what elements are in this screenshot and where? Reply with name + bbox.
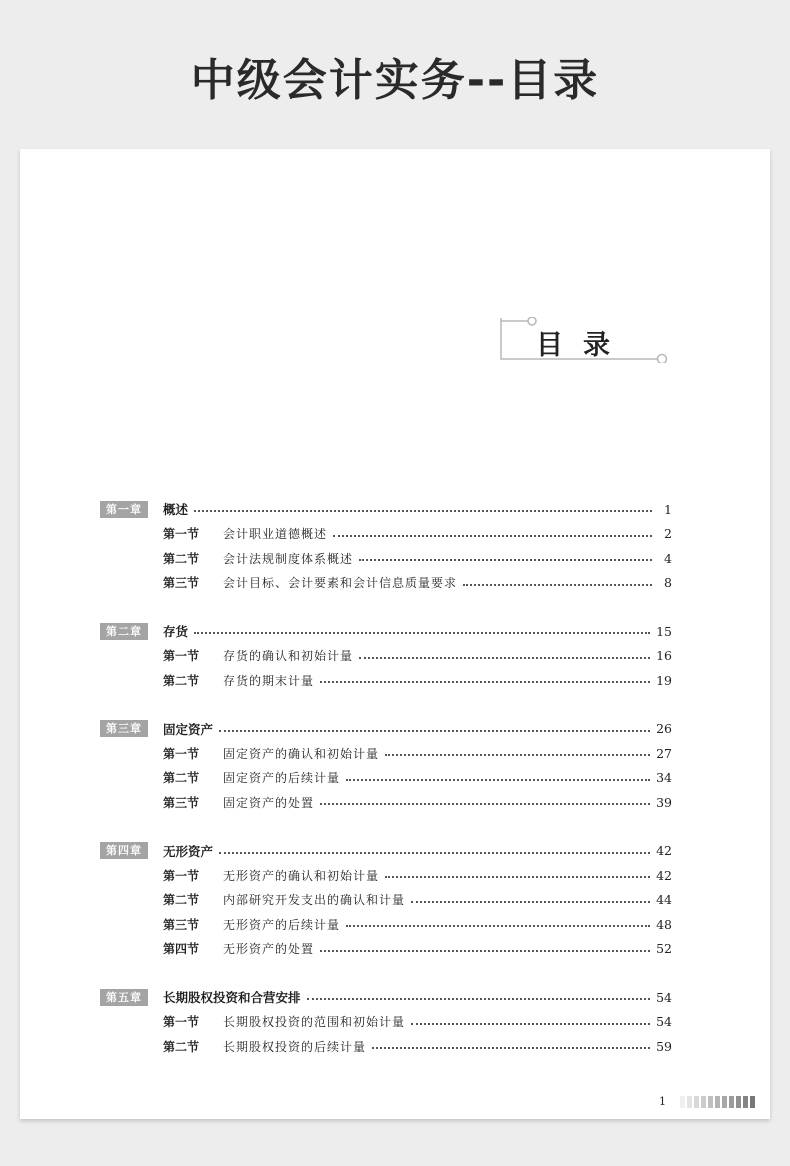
section-page-number: 44: [656, 892, 672, 908]
section-number: 第二节: [163, 771, 200, 786]
section-page-number: 2: [664, 526, 672, 542]
chapter-page-number: 26: [656, 721, 672, 737]
dot-leader: [359, 657, 650, 659]
section-number: 第一节: [163, 527, 200, 542]
chapter-row[interactable]: [100, 717, 672, 742]
dot-leader: [194, 632, 650, 634]
section-row[interactable]: [100, 668, 672, 693]
section-page-number: 27: [656, 745, 672, 761]
section-number: 第二节: [163, 551, 200, 566]
decoration-block: [743, 1096, 748, 1108]
section-page-number: 48: [656, 916, 672, 932]
section-title: 固定资产的后续计量: [223, 771, 341, 786]
toc-chapter: [100, 717, 672, 815]
chapter-title: 存货: [163, 624, 189, 640]
chapter-badge: 第二章: [100, 623, 148, 640]
section-number: 第四节: [163, 942, 200, 957]
dot-leader: [385, 876, 650, 878]
section-number: 第一节: [163, 868, 200, 883]
section-number: 第一节: [163, 746, 200, 761]
section-row[interactable]: [100, 571, 672, 596]
section-page-number: 34: [656, 770, 672, 786]
section-title: 固定资产的处置: [223, 795, 315, 810]
toc-chapter: [100, 497, 672, 595]
document-page: [20, 149, 770, 1119]
dot-leader: [320, 950, 650, 952]
decoration-block: [715, 1096, 720, 1108]
toc-heading-box: [498, 317, 668, 361]
chapter-badge: 第三章: [100, 720, 148, 737]
page-decoration-bar: [680, 1096, 755, 1108]
decoration-block: [736, 1096, 741, 1108]
section-row[interactable]: [100, 522, 672, 547]
chapter-row[interactable]: [100, 619, 672, 644]
section-number: 第三节: [163, 917, 200, 932]
section-row[interactable]: [100, 863, 672, 888]
decoration-block: [750, 1096, 755, 1108]
toc-chapter: [100, 985, 672, 1059]
section-title: 长期股权投资的范围和初始计量: [223, 1015, 406, 1030]
section-row[interactable]: [100, 937, 672, 962]
chapter-title: 概述: [163, 502, 189, 518]
chapter-page-number: 42: [656, 843, 672, 859]
dot-leader: [359, 559, 652, 561]
dot-leader: [346, 779, 650, 781]
decoration-block: [701, 1096, 706, 1108]
section-row[interactable]: [100, 644, 672, 669]
chapter-title: 长期股权投资和合营安排: [163, 990, 301, 1006]
section-title: 会计职业道德概述: [223, 527, 328, 542]
chapter-badge: 第五章: [100, 989, 148, 1006]
table-of-contents: [100, 497, 672, 1083]
dot-leader: [320, 681, 650, 683]
toc-chapter: [100, 839, 672, 962]
chapter-badge: 第四章: [100, 842, 148, 859]
section-row[interactable]: [100, 546, 672, 571]
section-page-number: 19: [656, 672, 672, 688]
section-row[interactable]: [100, 1034, 672, 1059]
section-page-number: 42: [656, 867, 672, 883]
section-title: 长期股权投资的后续计量: [223, 1039, 367, 1054]
dot-leader: [346, 925, 650, 927]
decoration-block: [729, 1096, 734, 1108]
section-title: 存货的确认和初始计量: [223, 649, 354, 664]
section-title: 会计目标、会计要素和会计信息质量要求: [223, 576, 458, 591]
section-number: 第二节: [163, 1039, 200, 1054]
section-page-number: 16: [656, 648, 672, 664]
decoration-block: [694, 1096, 699, 1108]
dot-leader: [385, 754, 650, 756]
section-title: 无形资产的确认和初始计量: [223, 868, 380, 883]
section-row[interactable]: [100, 912, 672, 937]
section-title: 会计法规制度体系概述: [223, 551, 354, 566]
section-title: 固定资产的确认和初始计量: [223, 746, 380, 761]
decoration-block: [708, 1096, 713, 1108]
chapter-page-number: 15: [656, 623, 672, 639]
chapter-title: 固定资产: [163, 721, 214, 737]
chapter-page-number: 1: [664, 501, 672, 517]
section-number: 第一节: [163, 1015, 200, 1030]
section-row[interactable]: [100, 790, 672, 815]
section-title: 内部研究开发支出的确认和计量: [223, 893, 406, 908]
section-number: 第三节: [163, 576, 200, 591]
section-page-number: 59: [656, 1038, 672, 1054]
section-page-number: 54: [656, 1014, 672, 1030]
section-page-number: 52: [656, 941, 672, 957]
chapter-page-number: 54: [656, 989, 672, 1005]
dot-leader: [219, 730, 650, 732]
chapter-row[interactable]: [100, 985, 672, 1010]
section-number: 第三节: [163, 795, 200, 810]
section-page-number: 39: [656, 794, 672, 810]
toc-heading: 目录: [536, 330, 630, 361]
section-title: 无形资产的处置: [223, 942, 315, 957]
page-number: 1: [659, 1095, 666, 1108]
decoration-block: [680, 1096, 685, 1108]
section-page-number: 4: [664, 550, 672, 566]
dot-leader: [219, 852, 650, 854]
decoration-block: [687, 1096, 692, 1108]
dot-leader: [307, 998, 651, 1000]
section-row[interactable]: [100, 766, 672, 791]
section-page-number: 8: [664, 575, 672, 591]
toc-chapter: [100, 619, 672, 693]
section-number: 第二节: [163, 673, 200, 688]
dot-leader: [411, 1023, 650, 1025]
section-number: 第二节: [163, 893, 200, 908]
dot-leader: [463, 584, 652, 586]
dot-leader: [320, 803, 650, 805]
page-title: 中级会计实务--目录: [190, 55, 600, 106]
dot-leader: [333, 535, 652, 537]
section-number: 第一节: [163, 649, 200, 664]
chapter-row[interactable]: [100, 839, 672, 864]
dot-leader: [194, 510, 652, 512]
dot-leader: [372, 1047, 650, 1049]
section-title: 无形资产的后续计量: [223, 917, 341, 932]
section-row[interactable]: [100, 741, 672, 766]
section-row[interactable]: [100, 888, 672, 913]
chapter-title: 无形资产: [163, 843, 214, 859]
decoration-block: [722, 1096, 727, 1108]
dot-leader: [411, 901, 650, 903]
chapter-row[interactable]: [100, 497, 672, 522]
section-row[interactable]: [100, 1010, 672, 1035]
chapter-badge: 第一章: [100, 501, 148, 518]
section-title: 存货的期末计量: [223, 673, 315, 688]
